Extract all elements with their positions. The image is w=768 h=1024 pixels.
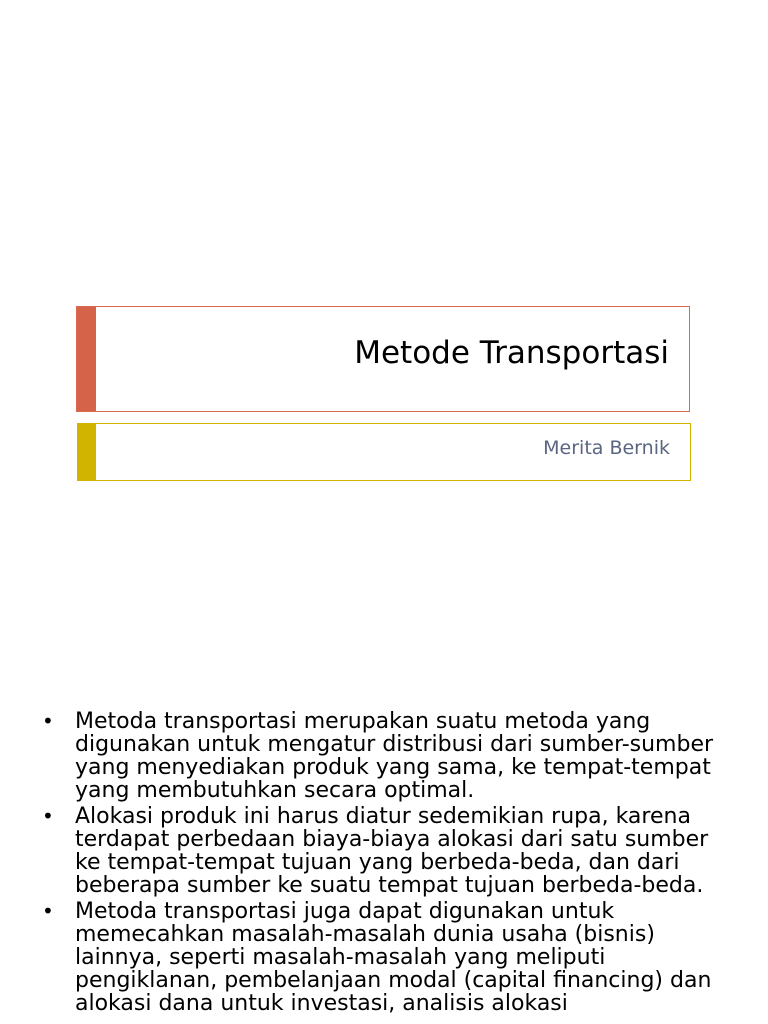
bullet-dot-icon: •: [42, 804, 54, 828]
bullet-text: Metoda transportasi juga dapat digunakan untuk memecahkan masalah-masalah dunia usaha (bisnis) lainnya, seperti masalah-masalah yang meliputi pengiklanan, pembelanjaan modal (capital financing) dan alokasi dana untuk investasi, analisis alokasi: [75, 899, 712, 1016]
title-accent-bar: [77, 307, 96, 411]
bullet-item: [40, 805, 730, 897]
bullet-text: Metoda transportasi merupakan suatu metoda yang digunakan untuk mengatur distribusi dari sumber-sumber yang menyediakan produk yang sama, ke tempat-tempat yang membutuhkan secara optimal.: [75, 709, 714, 803]
slide-subtitle: Merita Bernik: [543, 437, 670, 459]
bullet-dot-icon: •: [42, 899, 54, 923]
bullet-item: [40, 900, 730, 1015]
slide-title: Metode Transportasi: [354, 335, 669, 371]
bullet-item: [40, 710, 730, 802]
bullet-dot-icon: •: [42, 709, 54, 733]
title-slide-box: [76, 306, 690, 412]
subtitle-box: [77, 423, 691, 481]
subtitle-accent-bar: [78, 424, 96, 480]
bullet-list: [40, 710, 730, 1018]
bullet-text: Alokasi produk ini harus diatur sedemikian rupa, karena terdapat perbedaan biaya-biaya alokasi dari satu sumber ke tempat-tempat tujuan yang berbeda-beda, dan dari beberapa sumber ke suatu tempat tujuan berbeda-beda.: [75, 804, 709, 898]
